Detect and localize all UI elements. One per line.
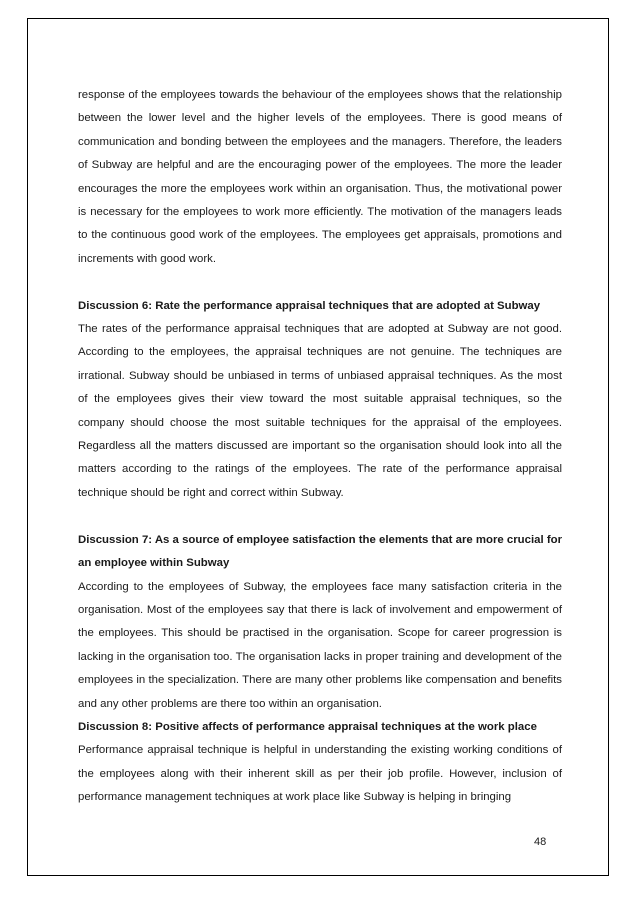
discussion-6-heading: Discussion 6: Rate the performance appraisal techniques that are adopted at Subway bbox=[78, 299, 541, 312]
discussion-8-heading: Discussion 8: Positive affects of performance appraisal techniques at the work place bbox=[78, 720, 537, 733]
paragraph-intro: response of the employees towards the behaviour of the employees shows that the relationship between the lower level and the higher levels of the employees. There is good means of communication and bonding between the employees and the managers. Therefore, the leaders of Subway are helpful and are the encouraging power of the employees. The more the leader encourages the more the employees work within an organisation. Thus, the motivational power is necessary for the employees to work more efficiently. The motivation of the managers leads to the continuous good work of the employees. The employees get appraisals, promotions and increments with good work. bbox=[78, 89, 562, 265]
discussion-7-body: According to the employees of Subway, the employees face many satisfaction criteria in the organisation. Most of the employees say that there is lack of involvement and empowerment of the employees. This should be practised in the organisation. Scope for career progression is lacking in the organisation too. The organisation lacks in proper training and development of the employees in the specialization. There are many other problems like compensation and benefits and any other problems are there too within an organisation. bbox=[78, 580, 562, 710]
discussion-6-body: The rates of the performance appraisal techniques that are adopted at Subway are not good. According to the employees, the appraisal techniques are not genuine. The techniques are irrational. Subway should be unbiased in terms of unbiased appraisal techniques. As the most of the employees gives their view toward the most suitable appraisal techniques, so the company should choose the most suitable techniques for the appraisal of the employees. Regardless all the matters discussed are important so the organisation should look into all the matters according to the ratings of the employees. The rate of the performance appraisal technique should be right and correct within Subway. bbox=[78, 323, 562, 499]
discussion-7-heading: Discussion 7: As a source of employee satisfaction the elements that are more crucial for an employee within Subway bbox=[78, 533, 562, 570]
document-body bbox=[78, 84, 562, 810]
page-number: 48 bbox=[534, 836, 547, 848]
spacer bbox=[78, 271, 562, 294]
spacer bbox=[78, 505, 562, 528]
discussion-8-body: Performance appraisal technique is helpful in understanding the existing working conditions of the employees along with their inherent skill as per their job profile. However, inclusion of performance management techniques at work place like Subway is helping in bringing bbox=[78, 744, 562, 804]
